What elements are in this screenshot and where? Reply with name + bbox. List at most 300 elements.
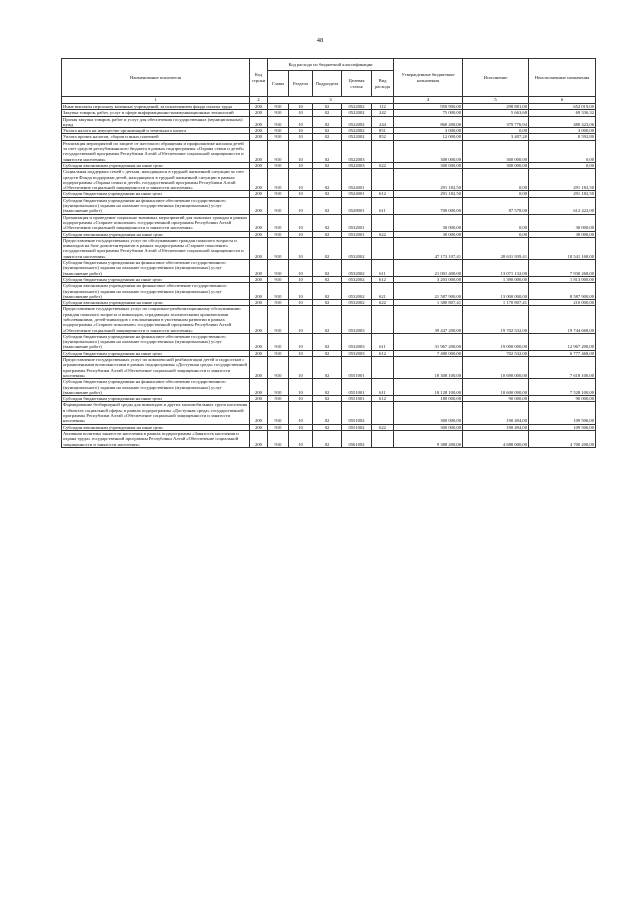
row-execution: 300 000,00: [463, 162, 529, 168]
table-row: [62, 300, 596, 306]
row-target-code: 0522002: [342, 116, 372, 128]
row-execution: 300 000,00: [463, 140, 529, 162]
column-number: 4: [394, 97, 463, 104]
row-kind-code: 242: [372, 110, 394, 116]
row-unexecuted: 291 182,50: [529, 191, 596, 197]
row-subsection-code: 02: [313, 260, 342, 277]
row-section-code: 10: [289, 162, 313, 168]
row-kind-code: [372, 357, 394, 379]
row-name: Субсидии бюджетным учреждениям на финансовое обеспечение государственного (муниципального) задания на оказание государственных (муниципальных) услуг (выполнение работ): [62, 379, 250, 396]
row-line-code: 200: [250, 116, 268, 128]
header-execution: Исполнение: [463, 59, 529, 97]
row-execution: 13 000 000,00: [463, 283, 529, 300]
row-target-code: 0532002: [342, 276, 372, 282]
row-target-code: 0522003: [342, 162, 372, 168]
row-unexecuted: 109 506,00: [529, 402, 596, 424]
row-line-code: 200: [250, 260, 268, 277]
row-target-code: 0551001: [342, 396, 372, 402]
table-row: [62, 402, 596, 424]
row-execution: 298 881,00: [463, 104, 529, 110]
table-row: [62, 424, 596, 430]
row-subsection-code: 02: [313, 134, 342, 140]
row-name: Уплата налога на имущество организаций и земельного налога: [62, 128, 250, 134]
row-approved: 30 000,00: [394, 214, 463, 231]
row-target-code: 0522002: [342, 104, 372, 110]
row-execution: 4 688 000,00: [463, 430, 529, 447]
row-target-code: 0561002: [342, 430, 372, 447]
row-unexecuted: 7 528 100,00: [529, 379, 596, 396]
table-row: [62, 333, 596, 350]
row-head-code: 910: [268, 379, 289, 396]
row-unexecuted: 8 587 900,00: [529, 283, 596, 300]
row-execution: 1 390 000,00: [463, 276, 529, 282]
row-kind-code: 621: [372, 283, 394, 300]
row-execution: 702 532,00: [463, 350, 529, 356]
row-name: Активная политика занятости населения в рамках подпрограммы «Занятость населения и охрана труда» государственной программы Республики Алтай «Обеспечение социальной защищенности и занятости населения»: [62, 430, 250, 447]
row-subsection-code: 02: [313, 300, 342, 306]
row-section-code: 10: [289, 402, 313, 424]
row-head-code: 910: [268, 191, 289, 197]
page-number: 48: [316, 37, 324, 44]
row-subsection-code: 02: [313, 197, 342, 214]
row-target-code: 0524001: [342, 169, 372, 191]
row-line-code: 200: [250, 402, 268, 424]
row-section-code: 10: [289, 260, 313, 277]
row-head-code: 910: [268, 140, 289, 162]
row-approved: 300 000,00: [394, 162, 463, 168]
row-name: Реализация мероприятий по защите от жестокого обращения и профилактике насилия детей за счет средств республиканского бюджета в рамках подпрограммы «Охрана семьи и детей» государственной программы Республики Алтай «Обеспечение социальной защищенности и занятости населения»: [62, 140, 250, 162]
row-section-code: 10: [289, 231, 313, 237]
row-execution: 379 776,94: [463, 116, 529, 128]
row-line-code: 200: [250, 128, 268, 134]
row-target-code: 0532003: [342, 350, 372, 356]
row-subsection-code: 02: [313, 430, 342, 447]
row-subsection-code: 02: [313, 237, 342, 259]
table-row: [62, 350, 596, 356]
row-name: Субсидии бюджетным учреждениям на финансовое обеспечение государственного (муниципального) задания на оказание государственных (муниципальных) услуг (выполнение работ): [62, 333, 250, 350]
row-line-code: 200: [250, 379, 268, 396]
row-target-code: 0532003: [342, 333, 372, 350]
row-subsection-code: 02: [313, 357, 342, 379]
row-approved: 21 001 400,00: [394, 260, 463, 277]
row-execution: 0,00: [463, 191, 529, 197]
row-section-code: 10: [289, 396, 313, 402]
row-approved: 291 182,50: [394, 169, 463, 191]
row-name: Предоставление государственных услуг по социально-реабилитационному обслуживанию граждан пожилого возраста и инвалидов, страдающих психическими хроническими заболеваниями, детей-инвалидов с отклонениями в умственном развитии в рамках подпрограммы «Старшее поколение» государственной программы Республики Алтай «Обеспечение социальной защищенности и занятости населения»: [62, 306, 250, 333]
row-head-code: 910: [268, 134, 289, 140]
row-name: Субсидии бюджетным учреждениям на иные цели: [62, 350, 250, 356]
header-unexecuted: Неисполненные назначения: [529, 59, 596, 97]
row-section-code: 10: [289, 104, 313, 110]
header-subsection: Подраздела: [313, 71, 342, 97]
row-head-code: 910: [268, 306, 289, 333]
header-section: Раздела: [289, 71, 313, 97]
row-target-code: 0532003: [342, 306, 372, 333]
row-name: Субсидии автономным учреждениям на иные цели: [62, 300, 250, 306]
row-target-code: 0551002: [342, 402, 372, 424]
row-section-code: 10: [289, 128, 313, 134]
row-head-code: 910: [268, 110, 289, 116]
header-kind: Вид расхода: [372, 71, 394, 97]
row-head-code: 910: [268, 214, 289, 231]
table-row: [62, 379, 596, 396]
row-section-code: 10: [289, 350, 313, 356]
row-kind-code: 612: [372, 191, 394, 197]
row-execution: 87 578,00: [463, 197, 529, 214]
row-subsection-code: 02: [313, 350, 342, 356]
row-kind-code: 622: [372, 162, 394, 168]
row-kind-code: 112: [372, 104, 394, 110]
row-unexecuted: 652 019,00: [529, 104, 596, 110]
row-section-code: 10: [289, 191, 313, 197]
table-row: [62, 162, 596, 168]
row-unexecuted: 4 700 200,00: [529, 430, 596, 447]
row-head-code: 910: [268, 396, 289, 402]
row-head-code: 910: [268, 333, 289, 350]
table-row: [62, 110, 596, 116]
row-section-code: 10: [289, 197, 313, 214]
row-unexecuted: 19 744 668,00: [529, 306, 596, 333]
budget-execution-table: [61, 58, 596, 448]
row-line-code: 200: [250, 424, 268, 430]
row-target-code: 0532002: [342, 260, 372, 277]
row-subsection-code: 02: [313, 191, 342, 197]
row-head-code: 910: [268, 231, 289, 237]
row-head-code: 910: [268, 350, 289, 356]
row-target-code: 0532001: [342, 214, 372, 231]
row-target-code: 0532002: [342, 237, 372, 259]
row-name: Субсидии бюджетным учреждениям на иные цели: [62, 396, 250, 402]
row-approved: 950 900,00: [394, 104, 463, 110]
row-head-code: 910: [268, 237, 289, 259]
row-name: Социальная поддержка семей с детьми, находящихся в трудной жизненной ситуации за счет средств Фонда поддержки детей, находящихся в трудной жизненной ситуации в рамках подпрограммы «Охрана семьи и детей» государственной программы Республики Алтай «Обеспечение социальной защищенности и занятости населения»: [62, 169, 250, 191]
row-subsection-code: 02: [313, 162, 342, 168]
row-kind-code: [372, 402, 394, 424]
table-row: [62, 214, 596, 231]
row-target-code: 0522002: [342, 128, 372, 134]
row-execution: 0,00: [463, 169, 529, 191]
row-approved: 3 203 000,00: [394, 276, 463, 282]
row-unexecuted: 12 967 200,00: [529, 333, 596, 350]
row-target-code: 0532001: [342, 231, 372, 237]
row-kind-code: 622: [372, 424, 394, 430]
row-approved: 39 447 200,00: [394, 306, 463, 333]
row-kind-code: 622: [372, 231, 394, 237]
row-head-code: 910: [268, 424, 289, 430]
row-approved: 3 000,00: [394, 128, 463, 134]
row-name: Предоставление государственных услуг по комплексной реабилитации детей и подростков с ограниченными возможностями в рамках подпрограммы «Доступная среда» государственной программы Республики Алтай «Обеспечение социальной защищенности и занятости населения»: [62, 357, 250, 379]
row-unexecuted: 612 422,00: [529, 197, 596, 214]
row-execution: 190 494,00: [463, 424, 529, 430]
column-number: 3: [268, 97, 394, 104]
row-target-code: 0551001: [342, 379, 372, 396]
row-line-code: 200: [250, 214, 268, 231]
row-approved: 47 173 107,41: [394, 237, 463, 259]
row-section-code: 10: [289, 333, 313, 350]
table-row: [62, 104, 596, 110]
row-kind-code: [372, 430, 394, 447]
row-kind-code: 611: [372, 197, 394, 214]
row-subsection-code: 02: [313, 110, 342, 116]
row-kind-code: [372, 306, 394, 333]
row-execution: 0,00: [463, 128, 529, 134]
row-section-code: 10: [289, 237, 313, 259]
row-line-code: 200: [250, 169, 268, 191]
row-kind-code: [372, 214, 394, 231]
row-unexecuted: 109 506,00: [529, 424, 596, 430]
row-kind-code: [372, 169, 394, 191]
row-line-code: 200: [250, 110, 268, 116]
row-approved: 12 000,00: [394, 134, 463, 140]
row-name: Субсидии автономным учреждениям на иные цели: [62, 424, 250, 430]
row-execution: 1 170 807,41: [463, 300, 529, 306]
row-execution: 90 000,00: [463, 396, 529, 402]
row-unexecuted: 7 618 100,00: [529, 357, 596, 379]
table-body: [62, 104, 596, 448]
row-subsection-code: 02: [313, 402, 342, 424]
row-line-code: 200: [250, 140, 268, 162]
row-line-code: 200: [250, 333, 268, 350]
row-subsection-code: 02: [313, 128, 342, 134]
row-section-code: 10: [289, 116, 313, 128]
row-subsection-code: 02: [313, 396, 342, 402]
row-approved: 860 200,00: [394, 116, 463, 128]
row-name: Уплата прочих налогов, сборов и иных платежей: [62, 134, 250, 140]
table-row: [62, 169, 596, 191]
row-subsection-code: 02: [313, 214, 342, 231]
row-subsection-code: 02: [313, 140, 342, 162]
row-name: Субсидии автономным учреждениям на иные цели: [62, 231, 250, 237]
row-kind-code: 612: [372, 350, 394, 356]
row-unexecuted: 291 182,50: [529, 169, 596, 191]
row-unexecuted: 8 592,80: [529, 134, 596, 140]
row-section-code: 10: [289, 306, 313, 333]
header-target: Целевая статья: [342, 71, 372, 97]
row-approved: 300 000,00: [394, 402, 463, 424]
row-subsection-code: 02: [313, 424, 342, 430]
row-unexecuted: 1 813 000,00: [529, 276, 596, 282]
row-line-code: 200: [250, 283, 268, 300]
table-row: [62, 140, 596, 162]
row-approved: 180 000,00: [394, 396, 463, 402]
row-kind-code: 852: [372, 134, 394, 140]
row-kind-code: 612: [372, 396, 394, 402]
row-head-code: 910: [268, 197, 289, 214]
row-subsection-code: 02: [313, 379, 342, 396]
row-head-code: 910: [268, 276, 289, 282]
row-name: Субсидии автономным учреждениям на финансовое обеспечение государственного (муниципального) задания на оказание государственных (муниципальных) услуг (выполнение работ): [62, 283, 250, 300]
row-section-code: 10: [289, 424, 313, 430]
table-row: [62, 260, 596, 277]
row-head-code: 910: [268, 260, 289, 277]
row-approved: 18 128 100,00: [394, 379, 463, 396]
row-approved: 1 380 807,41: [394, 300, 463, 306]
row-unexecuted: 0,00: [529, 140, 596, 162]
row-approved: 18 308 100,00: [394, 357, 463, 379]
table-row: [62, 306, 596, 333]
row-approved: 7 480 000,00: [394, 350, 463, 356]
row-execution: 0,00: [463, 231, 529, 237]
table-row: [62, 116, 596, 128]
row-name: Предоставление государственных услуг по обслуживанию граждан пожилого возраста и инвалидов на базе домов-интернатов в рамках подпрограммы «Старшее поколение» государственной программы Республики Алтай «Обеспечение социальной защищенности и занятости населения»: [62, 237, 250, 259]
table-row: [62, 276, 596, 282]
table-row: [62, 357, 596, 379]
row-unexecuted: 30 000,00: [529, 214, 596, 231]
row-name: Субсидии бюджетным учреждениям на иные цели: [62, 276, 250, 282]
row-execution: 190 494,00: [463, 402, 529, 424]
row-execution: 0,00: [463, 214, 529, 231]
row-section-code: 10: [289, 430, 313, 447]
row-line-code: 200: [250, 396, 268, 402]
row-execution: 10 600 000,00: [463, 379, 529, 396]
row-approved: 300 000,00: [394, 424, 463, 430]
row-name: Организация и проведение социально значимых мероприятий для пожилых граждан в рамках подпрограммы «Старшее поколение» государственной программы Республики Алтай «Обеспечение социальной защищенности и занятости населения»: [62, 214, 250, 231]
row-line-code: 200: [250, 104, 268, 110]
row-execution: 28 631 939,41: [463, 237, 529, 259]
row-head-code: 910: [268, 104, 289, 110]
row-kind-code: 851: [372, 128, 394, 134]
row-section-code: 10: [289, 379, 313, 396]
row-approved: 9 388 200,00: [394, 430, 463, 447]
row-head-code: 910: [268, 169, 289, 191]
header-classification: Код расхода по бюджетной классификации: [268, 59, 394, 71]
table-row: [62, 283, 596, 300]
row-approved: 700 000,00: [394, 197, 463, 214]
row-target-code: 0522003: [342, 140, 372, 162]
header-head: Главы: [268, 71, 289, 97]
row-unexecuted: 6 777 468,00: [529, 350, 596, 356]
row-subsection-code: 02: [313, 276, 342, 282]
row-target-code: 0522002: [342, 110, 372, 116]
row-section-code: 10: [289, 214, 313, 231]
row-subsection-code: 02: [313, 104, 342, 110]
row-kind-code: 611: [372, 260, 394, 277]
row-name: Иные выплаты персоналу казенных учреждений, за исключением фонда оплаты труда: [62, 104, 250, 110]
header-approved: Утвержденные бюджетные назначения: [394, 59, 463, 97]
row-approved: 30 000,00: [394, 231, 463, 237]
row-target-code: 0524001: [342, 191, 372, 197]
row-execution: 5 663,68: [463, 110, 529, 116]
row-section-code: 10: [289, 276, 313, 282]
row-subsection-code: 02: [313, 283, 342, 300]
row-line-code: 200: [250, 276, 268, 282]
row-unexecuted: 3 000,00: [529, 128, 596, 134]
column-number: 2: [250, 97, 268, 104]
row-line-code: 200: [250, 357, 268, 379]
header-name: Наименование показателя: [62, 59, 250, 97]
row-head-code: 910: [268, 116, 289, 128]
row-name: Субсидии бюджетным учреждениям на иные цели: [62, 191, 250, 197]
row-execution: 19 702 532,00: [463, 306, 529, 333]
row-unexecuted: 480 423,06: [529, 116, 596, 128]
row-name: Прочая закупка товаров, работ и услуг для обеспечения государственных (муниципальных) нужд: [62, 116, 250, 128]
row-section-code: 10: [289, 140, 313, 162]
row-subsection-code: 02: [313, 169, 342, 191]
row-head-code: 910: [268, 162, 289, 168]
row-line-code: 200: [250, 134, 268, 140]
row-unexecuted: 7 930 268,00: [529, 260, 596, 277]
row-unexecuted: 69 336,32: [529, 110, 596, 116]
row-name: Субсидии бюджетным учреждениям на финансовое обеспечение государственного (муниципального) задания на оказание государственных (муниципальных) услуг (выполнение работ): [62, 197, 250, 214]
table-row: [62, 134, 596, 140]
row-head-code: 910: [268, 300, 289, 306]
row-section-code: 10: [289, 134, 313, 140]
table-row: [62, 430, 596, 447]
row-approved: 291 182,50: [394, 191, 463, 197]
row-name: Закупка товаров, работ, услуг в сфере информационно-коммуникационных технологий: [62, 110, 250, 116]
row-kind-code: 612: [372, 276, 394, 282]
row-line-code: 200: [250, 237, 268, 259]
row-unexecuted: 30 000,00: [529, 231, 596, 237]
row-unexecuted: 0,00: [529, 162, 596, 168]
row-kind-code: 244: [372, 116, 394, 128]
row-subsection-code: 02: [313, 116, 342, 128]
row-approved: 75 000,00: [394, 110, 463, 116]
row-kind-code: [372, 140, 394, 162]
column-number: 5: [463, 97, 529, 104]
table-row: [62, 396, 596, 402]
row-head-code: 910: [268, 402, 289, 424]
row-name: Субсидии автономным учреждениям на иные цели: [62, 162, 250, 168]
row-head-code: 910: [268, 430, 289, 447]
row-head-code: 910: [268, 357, 289, 379]
row-approved: 21 587 900,00: [394, 283, 463, 300]
row-unexecuted: 210 000,00: [529, 300, 596, 306]
row-target-code: 0551001: [342, 357, 372, 379]
row-target-code: 0532002: [342, 300, 372, 306]
row-name: Формирование безбарьерной среды для инвалидов и других маломобильных групп населения в объектах социальной сферы, в рамках подпрограммы «Доступная среда» государственной программы Республики Алтай «Обеспечение социальной защищенности и занятости населения»: [62, 402, 250, 424]
row-execution: 10 690 000,00: [463, 357, 529, 379]
column-number: 6: [529, 97, 596, 104]
row-line-code: 200: [250, 430, 268, 447]
row-section-code: 10: [289, 283, 313, 300]
row-name: Субсидии бюджетным учреждениям на финансовое обеспечение государственного (муниципального) задания на оказание государственных (муниципальных) услуг (выполнение работ): [62, 260, 250, 277]
row-section-code: 10: [289, 357, 313, 379]
header-line-code: Код строки: [250, 59, 268, 97]
row-subsection-code: 02: [313, 231, 342, 237]
row-approved: 31 967 200,00: [394, 333, 463, 350]
row-target-code: 0522002: [342, 134, 372, 140]
row-execution: 19 000 000,00: [463, 333, 529, 350]
row-target-code: 0532002: [342, 283, 372, 300]
row-line-code: 200: [250, 350, 268, 356]
row-execution: 3 407,20: [463, 134, 529, 140]
row-line-code: 200: [250, 162, 268, 168]
row-line-code: 200: [250, 300, 268, 306]
row-execution: 13 071 132,00: [463, 260, 529, 277]
row-unexecuted: 18 541 168,00: [529, 237, 596, 259]
row-line-code: 200: [250, 191, 268, 197]
row-target-code: 0528001: [342, 197, 372, 214]
row-kind-code: 622: [372, 300, 394, 306]
table-row: [62, 237, 596, 259]
row-section-code: 10: [289, 300, 313, 306]
row-subsection-code: 02: [313, 306, 342, 333]
row-kind-code: 611: [372, 379, 394, 396]
row-line-code: 200: [250, 197, 268, 214]
row-approved: 300 000,00: [394, 140, 463, 162]
row-kind-code: [372, 237, 394, 259]
row-target-code: 0551002: [342, 424, 372, 430]
row-head-code: 910: [268, 128, 289, 134]
row-section-code: 10: [289, 169, 313, 191]
row-subsection-code: 02: [313, 333, 342, 350]
row-unexecuted: 90 000,00: [529, 396, 596, 402]
row-section-code: 10: [289, 110, 313, 116]
row-head-code: 910: [268, 283, 289, 300]
row-kind-code: 611: [372, 333, 394, 350]
row-line-code: 200: [250, 231, 268, 237]
